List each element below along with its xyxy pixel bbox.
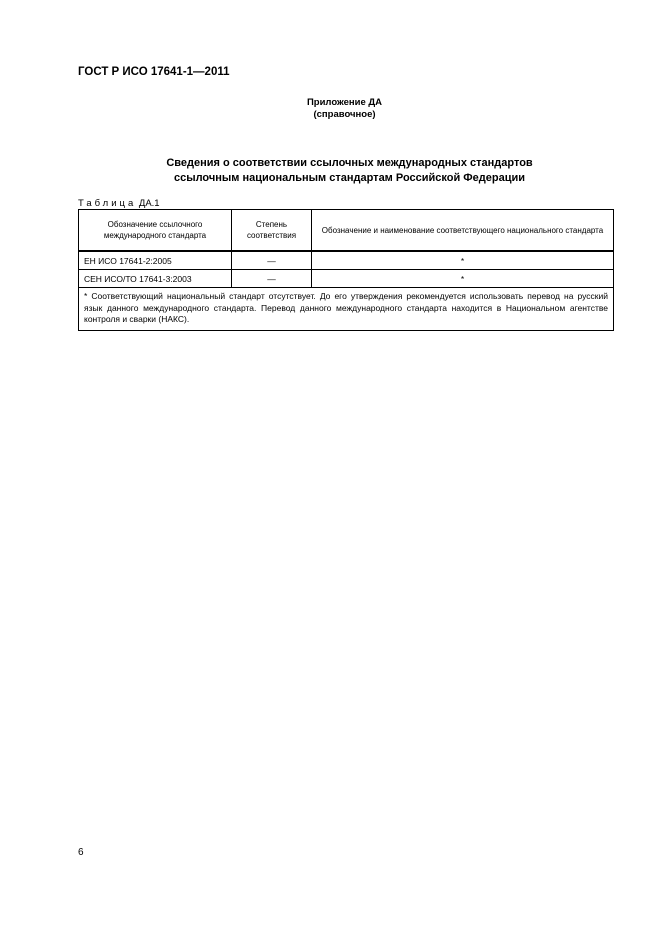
cell-designation: ЕН ИСО 17641-2:2005: [79, 251, 232, 270]
reference-standards-table: [78, 209, 614, 331]
annex-heading: [0, 97, 661, 120]
column-header-degree: Степень соответствия: [232, 210, 312, 252]
annex-subtitle: (справочное): [313, 108, 376, 120]
annex-title: Приложение ДА: [306, 97, 383, 108]
table-row: [79, 251, 614, 270]
section-title-line-1: Сведения о соответствии ссылочных международных стандартов: [166, 157, 533, 169]
page-number: 6: [78, 847, 84, 858]
cell-designation: СЕН ИСО/ТО 17641-3:2003: [79, 270, 232, 288]
table-row: [79, 270, 614, 288]
table-caption-number: ДА.1: [138, 198, 160, 209]
cell-national-standard: *: [312, 270, 614, 288]
document-code: ГОСТ Р ИСО 17641-1—2011: [78, 66, 230, 78]
column-header-national-standard: Обозначение и наименование соответствующего национального стандарта: [312, 210, 614, 252]
cell-degree: —: [232, 251, 312, 270]
cell-national-standard: *: [312, 251, 614, 270]
table-caption-word: Таблица: [78, 198, 137, 209]
section-title-line-2: ссылочным национальным стандартам Российской Федерации: [173, 171, 526, 184]
table-footnote: * Соответствующий национальный стандарт отсутствует. До его утверждения рекомендуется использовать перевод на русский язык данного международного стандарта. Перевод данного международного стандарта находится в Национальном агентстве контроля и сварки (НАКС).: [79, 288, 614, 331]
table-header-row: [79, 210, 614, 252]
section-title: [0, 156, 661, 185]
table-caption: [78, 198, 160, 209]
table-footnote-row: [79, 288, 614, 331]
cell-degree: —: [232, 270, 312, 288]
column-header-designation: Обозначение ссылочного международного стандарта: [79, 210, 232, 252]
